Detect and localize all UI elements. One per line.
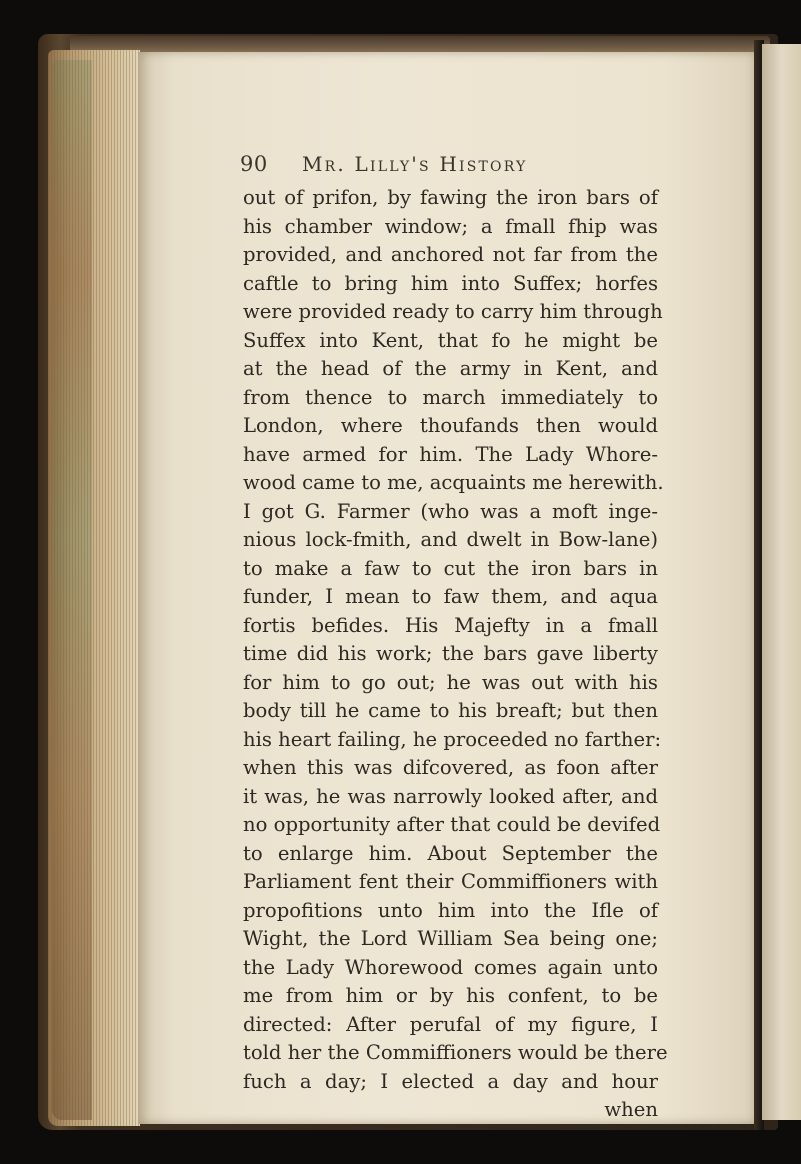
text-line: his heart failing, he proceeded no farther: (243, 727, 662, 751)
text-line: his chamber window; a fmall fhip was (243, 214, 658, 238)
text-line: me from him or by his confent, to be (243, 984, 658, 1007)
text-line: were provided ready to carry him through (243, 300, 663, 323)
text-line: the Lady Whorewood comes again unto (243, 955, 658, 979)
text-line: from thence to march immediately to (243, 385, 658, 409)
text-line: London, where thoufands then would (243, 414, 658, 437)
text-line: no opportunity after that could be devifed (243, 813, 661, 836)
text-line: body till he came to his breaft; but then (243, 699, 658, 722)
text-line: I got G. Farmer (who was a moft inge- (243, 499, 658, 523)
text-line: to make a faw to cut the iron bars in (243, 556, 658, 580)
text-line: time did his work; the bars gave liberty (243, 642, 658, 665)
running-head-title: Mr. Lilly's History (302, 152, 528, 176)
text-line: for him to go out; he was out with his (243, 670, 658, 694)
text-line: nious lock-fmith, and dwelt in Bow-lane) (243, 528, 658, 551)
text-line: it was, he was narrowly looked after, and (243, 784, 658, 808)
text-line: fuch a day; I elected a day and hour (243, 1069, 658, 1093)
body-text (243, 184, 668, 1125)
text-line: directed: After perufal of my figure, I (243, 1012, 658, 1036)
text-line: when this was difcovered, as foon after (243, 756, 658, 779)
text-line: at the head of the army in Kent, and (243, 357, 658, 380)
text-line: Wight, the Lord William Sea being one; (243, 927, 658, 950)
text-line: Parliament fent their Commiffioners with (243, 870, 658, 893)
text-line: propofitions unto him into the Ifle of (243, 898, 658, 922)
text-line: told her the Commiffioners would be there (243, 1041, 668, 1064)
page-edge-stain (52, 60, 92, 1120)
page-number: 90 (240, 152, 268, 176)
text-line: have armed for him. The Lady Whore- (243, 442, 658, 466)
text-line: wood came to me, acquaints me herewith. (243, 471, 664, 494)
catchword: when (604, 1098, 658, 1121)
running-head (240, 150, 660, 180)
text-line: caftle to bring him into Suffex; horfes (243, 271, 658, 295)
text-line: Suffex into Kent, that fo he might be (243, 328, 658, 352)
text-line: funder, I mean to faw them, and aqua (243, 585, 658, 608)
text-line: fortis befides. His Majefty in a fmall (243, 613, 658, 637)
facing-page (762, 44, 801, 1120)
text-line: out of prifon, by fawing the iron bars of (243, 186, 658, 209)
text-line: provided, and anchored not far from the (243, 243, 658, 266)
text-line: to enlarge him. About September the (243, 841, 658, 865)
